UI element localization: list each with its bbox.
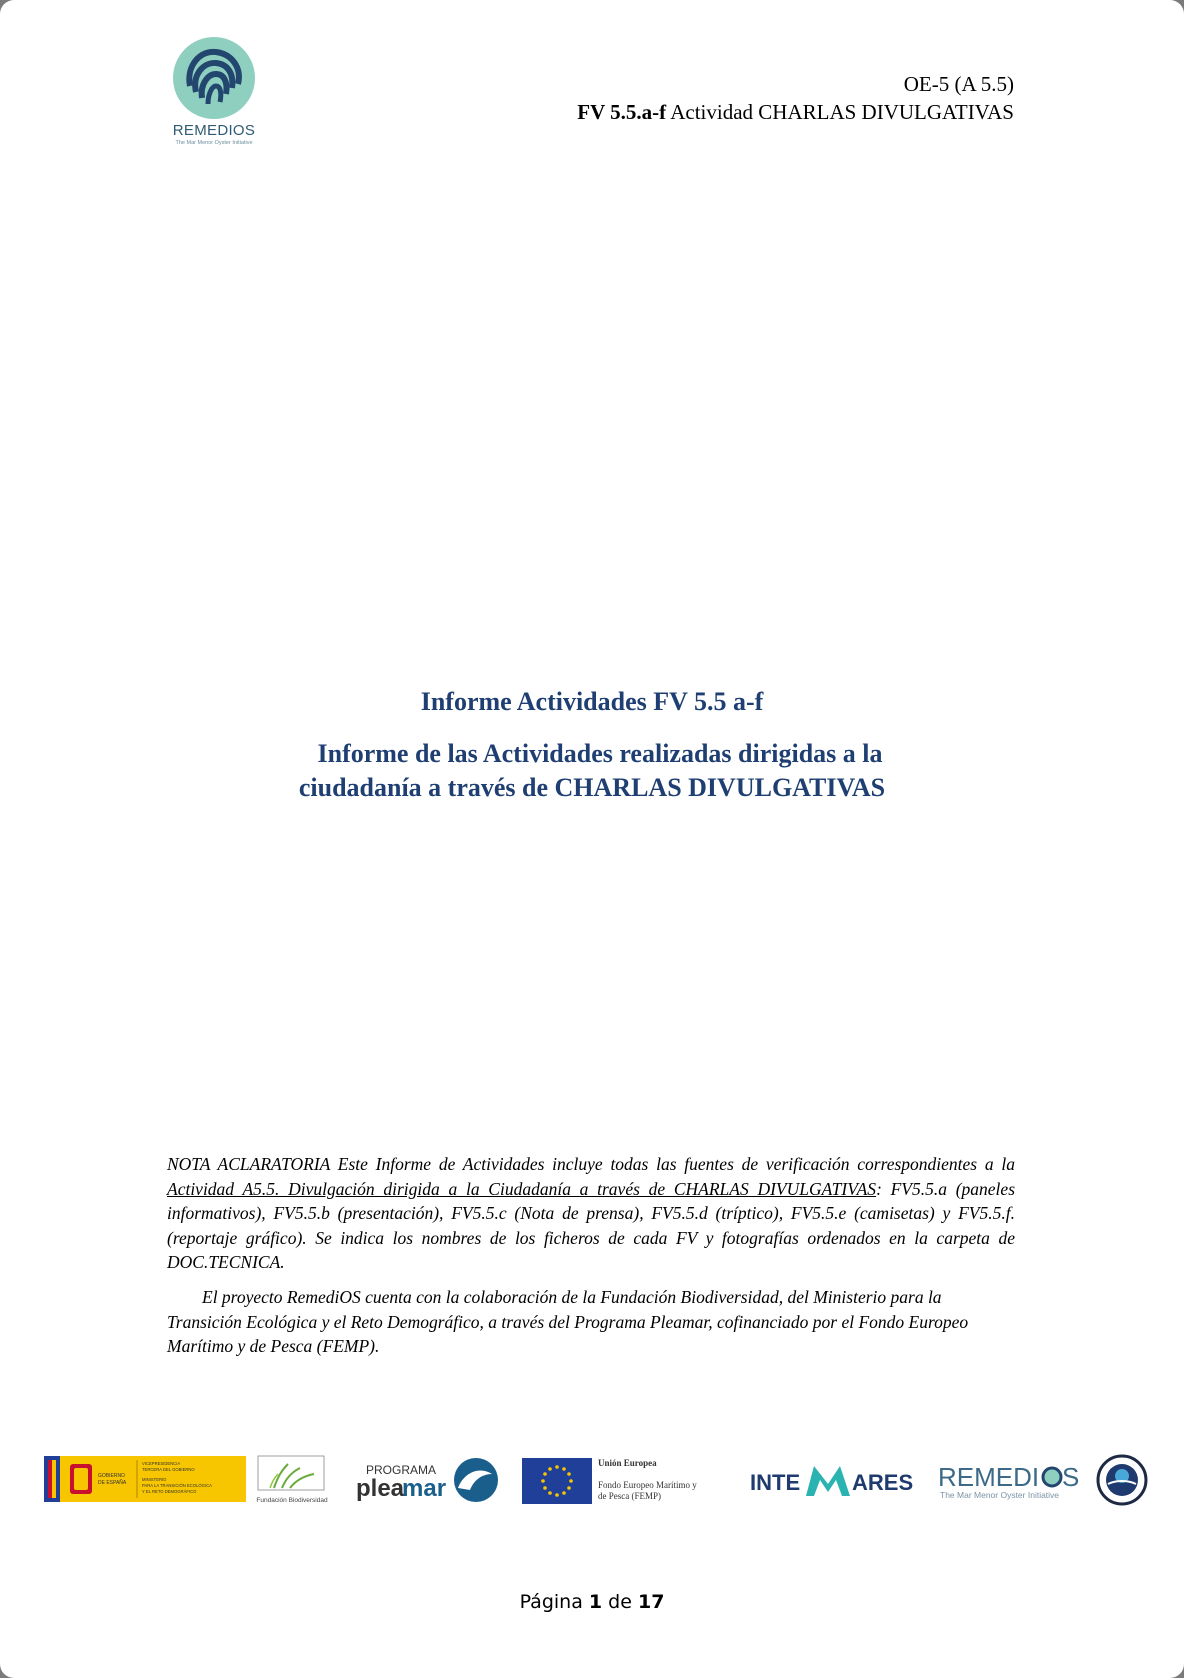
pleamar-plea: plea: [356, 1475, 405, 1502]
remedios-text-tagline: The Mar Menor Oyster Initiative: [940, 1490, 1060, 1500]
note-paragraph-2: El proyecto RemediOS cuenta con la colaboración de la Fundación Biodiversidad, del Ministerio para la Transición Ecológica y el Reto Demográfico, a través del Programa Pleamar, cofinanciado por el Fondo Europeo Marítimo y de Pesca (FEMP).: [167, 1286, 969, 1357]
gobierno-line-1: GOBIERNO: [98, 1473, 125, 1479]
intemares-part-2: ARES: [852, 1470, 914, 1495]
footer-total-pages: 17: [637, 1591, 665, 1613]
sponsor-logos: [44, 1452, 1144, 1508]
header-code: OE-5 (A 5.5): [903, 72, 1014, 96]
note-p1-start: NOTA ACLARATORIA Este Informe de Actividades incluye todas las fuentes de verificación correspondientes a la: [167, 1154, 1015, 1174]
subtitle-line-2: ciudadanía a través de CHARLAS DIVULGATIVAS: [298, 773, 886, 802]
vice-line-2: TERCERA DEL GOBIERNO: [142, 1467, 195, 1472]
intemares-part-1: INTE: [750, 1470, 801, 1495]
remedios-text-part-2: S: [1062, 1462, 1080, 1492]
clarifying-note: [167, 1152, 1015, 1359]
ue-title: Unión Europea: [598, 1458, 657, 1468]
page-number: [0, 1591, 1184, 1613]
ministerio-line-3: Y EL RETO DEMOGRÁFICO: [142, 1489, 197, 1494]
union-europea-femp-logo: [522, 1454, 722, 1506]
ue-fund-line-1: Fondo Europeo Marítimo y: [598, 1480, 697, 1490]
footer-pagina: Página: [519, 1591, 589, 1613]
intemares-logo: [748, 1454, 918, 1506]
document-header: [577, 70, 1014, 126]
ministerio-line-1: MINISTERIO: [142, 1477, 167, 1482]
report-title: Informe Actividades FV 5.5 a-f: [420, 687, 764, 716]
header-fv-line: [577, 98, 1014, 126]
remedios-text-logo: [938, 1454, 1088, 1506]
gobierno-espana-logo: [44, 1456, 246, 1502]
header-fv-rest: Actividad CHARLAS DIVULGATIVAS: [666, 100, 1014, 124]
logo-name: REMEDIOS: [172, 122, 256, 139]
intemares-m-icon: [806, 1466, 850, 1496]
footer-current-page: 1: [588, 1591, 603, 1613]
pleamar-programa: PROGRAMA: [366, 1463, 437, 1477]
fundacion-label: Fundación Biodiversidad: [256, 1497, 328, 1504]
remedios-oyster-icon: [172, 36, 256, 120]
ue-fund-line-2: de Pesca (FEMP): [598, 1491, 661, 1501]
remedios-text-part-1: REMEDI: [938, 1462, 1040, 1492]
fundacion-biodiversidad-logo: [252, 1454, 332, 1506]
subtitle-line-1: Informe de las Actividades realizadas dirigidas a la: [317, 739, 883, 768]
report-subtitle: [0, 737, 1184, 805]
footer-de: de: [602, 1591, 638, 1613]
pleamar-logo: [350, 1454, 500, 1506]
title-block: [0, 685, 1184, 805]
gobierno-line-2: DE ESPAÑA: [98, 1480, 127, 1486]
seal-logo: [1096, 1454, 1148, 1506]
logo-tagline: The Mar Menor Oyster Initiative: [175, 140, 253, 146]
ministerio-line-2: PARA LA TRANSICIÓN ECOLÓGICA: [142, 1483, 212, 1488]
note-activity-underlined: Actividad A5.5. Divulgación dirigida a la Ciudadanía a través de CHARLAS DIVULGATIVAS: [167, 1178, 877, 1199]
note-p1-end: : FV5.5.a (paneles informativos), FV5.5.b (presentación), FV5.5.c (Nota de prensa), FV5.5.d (tríptico), FV5.5.e (camisetas) y FV5.5.f. (reportaje gráfico). Se indica los nombres de los ficheros de cada FV y fotografías ordenados en la carpeta de DOC.TECNICA.: [167, 1178, 1016, 1273]
pleamar-mar: mar: [402, 1475, 447, 1502]
vice-line-1: VICEPRESIDENCIA: [142, 1461, 181, 1466]
note-paragraph-1: [167, 1152, 1015, 1275]
header-fv-bold: FV 5.5.a-f: [577, 100, 667, 124]
remedios-logo: [168, 36, 260, 146]
